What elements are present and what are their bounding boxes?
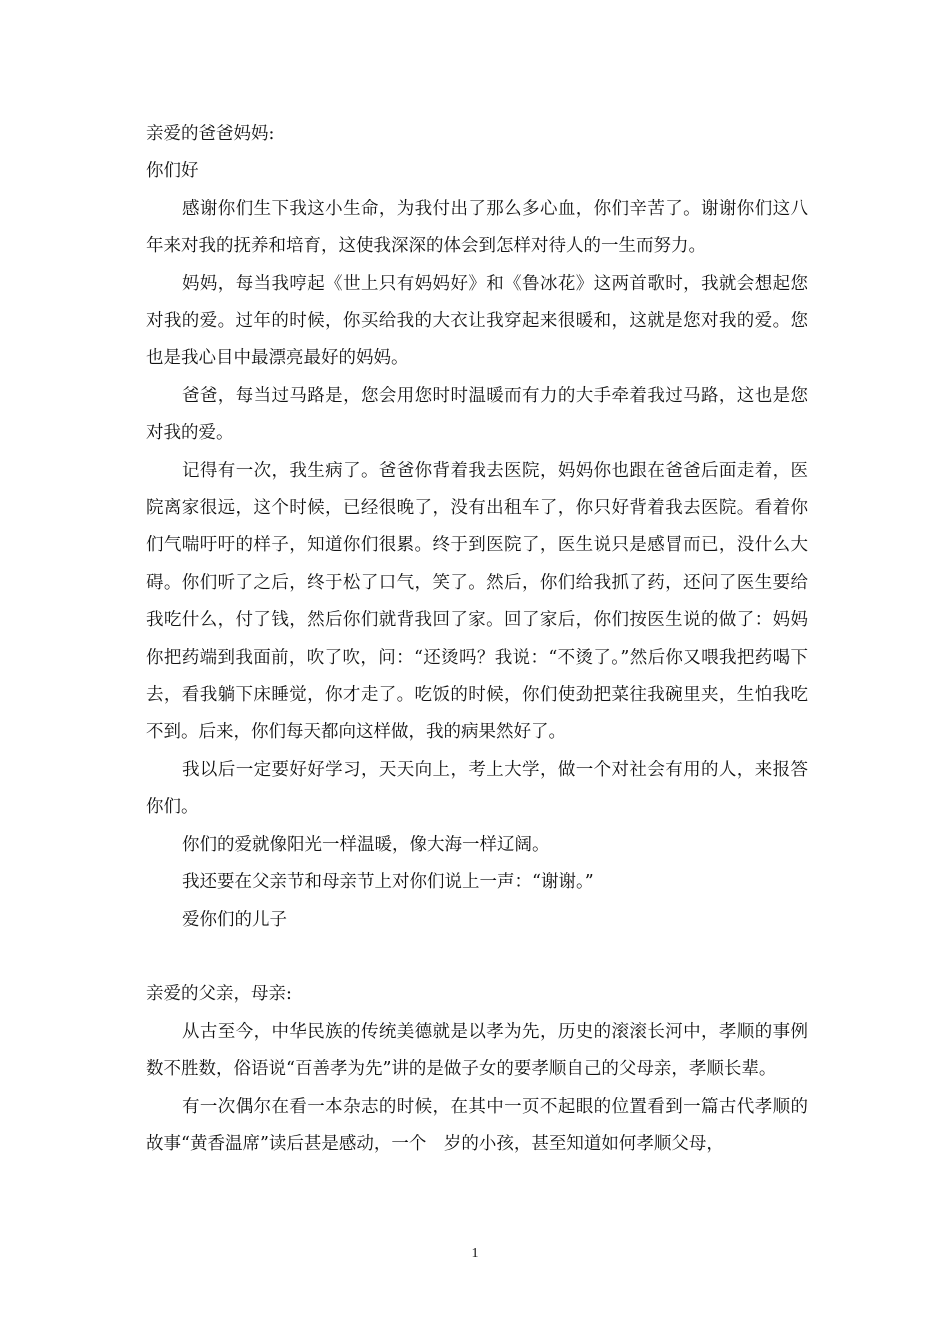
page-number: 1	[471, 1246, 479, 1261]
letter1-paragraph: 你们的爱就像阳光一样温暖，像大海一样辽阔。	[182, 834, 550, 855]
letter2-paragraph: 有一次偶尔在看一本杂志的时候，在其中一页不起眼的位置看到一篇古代孝顺的故事“黄香温席”读后甚是感动，一个 岁的小孩，甚至知道如何孝顺父母，	[146, 1096, 808, 1154]
letter2-salutation: 亲爱的父亲，母亲:	[146, 984, 292, 1005]
letter1-greeting: 你们好	[146, 161, 199, 182]
letter-body	[146, 116, 808, 1163]
letter1-paragraph: 我还要在父亲节和母亲节上对你们说上一声：“谢谢。”	[182, 872, 594, 893]
letter1-paragraph: 妈妈，每当我哼起《世上只有妈妈好》和《鲁冰花》这两首歌时，我就会想起您对我的爱。过年的时候，你买给我的大衣让我穿起来很暖和，这就是您对我的爱。您也是我心目中最漂亮最好的妈妈。	[146, 273, 808, 369]
letter1-paragraph: 记得有一次，我生病了。爸爸你背着我去医院，妈妈你也跟在爸爸后面走着，医院离家很远，这个时候，已经很晚了，没有出租车了，你只好背着我去医院。看着你们气喘吁吁的样子，知道你们很累。终于到医院了，医生说只是感冒而已，没什么大碍。你们听了之后，终于松了口气，笑了。然后，你们给我抓了药，还问了医生要给我吃什么，付了钱，然后你们就背我回了家。回了家后，你们按医生说的做了：妈妈你把药端到我面前，吹了吹，问：“还烫吗？我说：“不烫了。”然后你又喂我把药喝下去，看我躺下床睡觉，你才走了。吃饭的时候，你们使劲把菜往我碗里夹，生怕我吃不到。后来，你们每天都向这样做，我的病果然好了。	[146, 460, 808, 743]
letter1-signature: 爱你们的儿子	[182, 909, 287, 930]
letter1-paragraph: 爸爸，每当过马路是，您会用您时时温暖而有力的大手牵着我过马路，这也是您对我的爱。	[146, 385, 808, 444]
letter1-salutation: 亲爱的爸爸妈妈:	[146, 124, 275, 144]
letter1-paragraph: 我以后一定要好好学习，天天向上，考上大学，做一个对社会有用的人，来报答你们。	[146, 759, 808, 818]
spacer	[146, 939, 808, 976]
letter1-paragraph: 感谢你们生下我这小生命，为我付出了那么多心血，你们辛苦了。谢谢你们这八年来对我的抚养和培育，这使我深深的体会到怎样对待人的一生而努力。	[146, 198, 808, 257]
letter2-paragraph: 从古至今，中华民族的传统美德就是以孝为先，历史的滚滚长河中，孝顺的事例数不胜数，俗语说“百善孝为先”讲的是做子女的要孝顺自己的父母亲，孝顺长辈。	[146, 1021, 808, 1080]
